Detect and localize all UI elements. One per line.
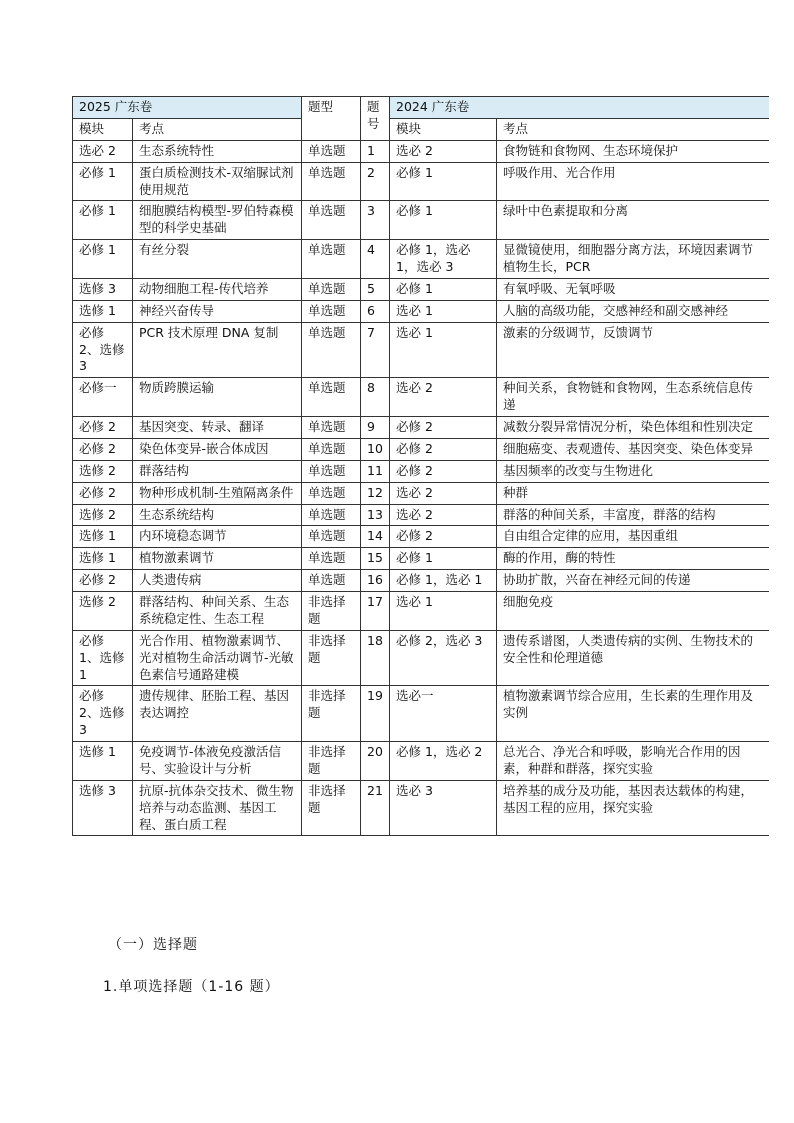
point-2025-cell: 生态系统结构	[133, 504, 302, 526]
point-2024-cell: 种间关系，食物链和食物网，生态系统信息传递	[497, 378, 769, 417]
point-2024-cell: 呼吸作用、光合作用	[497, 162, 769, 201]
question-number-cell: 5	[361, 278, 390, 300]
question-number-cell: 3	[361, 201, 390, 240]
module-2024-cell: 选必 1	[390, 322, 497, 378]
module-2025-cell: 必修 2	[73, 417, 133, 439]
point-2025-cell: 群落结构	[133, 460, 302, 482]
point-2025-cell: 遗传规律、胚胎工程、基因表达调控	[133, 686, 302, 742]
table-row	[73, 278, 769, 300]
module-2025-cell: 必修一	[73, 378, 133, 417]
question-type-cell: 单选题	[302, 460, 361, 482]
question-type-cell: 单选题	[302, 438, 361, 460]
header-2025: 2025 广东卷	[73, 97, 302, 119]
table-row	[73, 742, 769, 781]
point-2025-cell: 生态系统特性	[133, 140, 302, 162]
module-2025-cell: 选修 2	[73, 504, 133, 526]
question-number-cell: 15	[361, 548, 390, 570]
point-2024-cell: 食物链和食物网、生态环境保护	[497, 140, 769, 162]
point-2024-cell: 显微镜使用，细胞器分离方法，环境因素调节植物生长，PCR	[497, 240, 769, 279]
table-row	[73, 592, 769, 631]
question-type-cell: 单选题	[302, 548, 361, 570]
point-2024-cell: 绿叶中色素提取和分离	[497, 201, 769, 240]
question-type-cell: 单选题	[302, 240, 361, 279]
question-number-cell: 11	[361, 460, 390, 482]
point-2024-cell: 培养基的成分及功能，基因表达载体的构建，基因工程的应用，探究实验	[497, 780, 769, 836]
point-2024-cell: 人脑的高级功能，交感神经和副交感神经	[497, 300, 769, 322]
table-row	[73, 630, 769, 686]
module-2025-cell: 必修 2、选修 3	[73, 322, 133, 378]
module-2024-cell: 必修 1	[390, 278, 497, 300]
point-2025-cell: 神经兴奋传导	[133, 300, 302, 322]
col-module-2025: 模块	[73, 118, 133, 140]
module-2025-cell: 选修 1	[73, 526, 133, 548]
point-2024-cell: 总光合、净光合和呼吸，影响光合作用的因素，种群和群落，探究实验	[497, 742, 769, 781]
point-2024-cell: 细胞免疫	[497, 592, 769, 631]
module-2025-cell: 必修 2	[73, 482, 133, 504]
point-2025-cell: 动物细胞工程-传代培养	[133, 278, 302, 300]
question-number-cell: 14	[361, 526, 390, 548]
module-2024-cell: 选必 1	[390, 300, 497, 322]
header-2024: 2024 广东卷	[390, 97, 769, 119]
point-2024-cell: 基因频率的改变与生物进化	[497, 460, 769, 482]
module-2024-cell: 必修 1	[390, 201, 497, 240]
table-row	[73, 140, 769, 162]
question-type-cell: 单选题	[302, 300, 361, 322]
point-2025-cell: 细胞膜结构模型-罗伯特森模型的科学史基础	[133, 201, 302, 240]
point-2025-cell: 光合作用、植物激素调节、光对植物生命活动调节-光敏色素信号通路建模	[133, 630, 302, 686]
question-type-cell: 单选题	[302, 504, 361, 526]
col-point-2024: 考点	[497, 118, 769, 140]
module-2024-cell: 必修 1，选必 2	[390, 742, 497, 781]
point-2024-cell: 减数分裂异常情况分析，染色体组和性别决定	[497, 417, 769, 439]
point-2025-cell: 物质跨膜运输	[133, 378, 302, 417]
module-2025-cell: 选修 2	[73, 460, 133, 482]
point-2024-cell: 遗传系谱图，人类遗传病的实例、生物技术的安全性和伦理道德	[497, 630, 769, 686]
question-type-cell: 非选择题	[302, 686, 361, 742]
table-row	[73, 201, 769, 240]
module-2024-cell: 选必一	[390, 686, 497, 742]
module-2025-cell: 选修 3	[73, 278, 133, 300]
table-row	[73, 686, 769, 742]
module-2024-cell: 必修 2	[390, 526, 497, 548]
question-type-cell: 非选择题	[302, 630, 361, 686]
question-number-cell: 1	[361, 140, 390, 162]
point-2025-cell: 物种形成机制-生殖隔离条件	[133, 482, 302, 504]
module-2025-cell: 选修 2	[73, 592, 133, 631]
table-row	[73, 438, 769, 460]
point-2025-cell: 抗原-抗体杂交技术、微生物培养与动态监测、基因工程、蛋白质工程	[133, 780, 302, 836]
point-2024-cell: 植物激素调节综合应用，生长素的生理作用及实例	[497, 686, 769, 742]
point-2024-cell: 细胞癌变、表观遗传、基因突变、染色体变异	[497, 438, 769, 460]
question-number-cell: 10	[361, 438, 390, 460]
module-2024-cell: 必修 2	[390, 460, 497, 482]
point-2025-cell: 植物激素调节	[133, 548, 302, 570]
module-2024-cell: 必修 2	[390, 417, 497, 439]
question-number-cell: 21	[361, 780, 390, 836]
module-2024-cell: 选必 2	[390, 482, 497, 504]
module-2024-cell: 必修 1，选必 1，选必 3	[390, 240, 497, 279]
module-2024-cell: 选必 2	[390, 378, 497, 417]
point-2024-cell: 激素的分级调节，反馈调节	[497, 322, 769, 378]
question-number-cell: 13	[361, 504, 390, 526]
module-2025-cell: 必修 2、选修 3	[73, 686, 133, 742]
point-2025-cell: 人类遗传病	[133, 570, 302, 592]
question-type-cell: 非选择题	[302, 780, 361, 836]
module-2024-cell: 必修 1	[390, 162, 497, 201]
module-2025-cell: 必修 1	[73, 201, 133, 240]
module-2024-cell: 必修 2	[390, 438, 497, 460]
table-row	[73, 482, 769, 504]
header-row	[73, 97, 769, 119]
question-type-cell: 单选题	[302, 201, 361, 240]
module-2025-cell: 必修 2	[73, 438, 133, 460]
module-2025-cell: 选修 1	[73, 548, 133, 570]
module-2024-cell: 必修 2，选必 3	[390, 630, 497, 686]
col-point-2025: 考点	[133, 118, 302, 140]
table-row	[73, 417, 769, 439]
point-2024-cell: 种群	[497, 482, 769, 504]
point-2024-cell: 自由组合定律的应用，基因重组	[497, 526, 769, 548]
table-row	[73, 780, 769, 836]
point-2024-cell: 酶的作用，酶的特性	[497, 548, 769, 570]
point-2024-cell: 协助扩散，兴奋在神经元间的传递	[497, 570, 769, 592]
point-2025-cell: 染色体变异-嵌合体成因	[133, 438, 302, 460]
point-2024-cell: 有氧呼吸、无氧呼吸	[497, 278, 769, 300]
question-number-cell: 9	[361, 417, 390, 439]
module-2024-cell: 必修 1	[390, 548, 497, 570]
module-2025-cell: 必修 2	[73, 570, 133, 592]
question-number-cell: 19	[361, 686, 390, 742]
question-type-cell: 单选题	[302, 417, 361, 439]
table-row	[73, 504, 769, 526]
point-2025-cell: 内环境稳态调节	[133, 526, 302, 548]
module-2024-cell: 必修 1，选必 1	[390, 570, 497, 592]
table-row	[73, 570, 769, 592]
question-type-cell: 单选题	[302, 526, 361, 548]
question-number-cell: 18	[361, 630, 390, 686]
question-number-cell: 17	[361, 592, 390, 631]
question-type-cell: 单选题	[302, 322, 361, 378]
question-number-cell: 16	[361, 570, 390, 592]
question-number-cell: 20	[361, 742, 390, 781]
question-number-cell: 4	[361, 240, 390, 279]
table-row	[73, 526, 769, 548]
question-type-cell: 单选题	[302, 378, 361, 417]
question-type-cell: 单选题	[302, 278, 361, 300]
header-type: 题型	[302, 97, 361, 141]
module-2024-cell: 选必 1	[390, 592, 497, 631]
module-2025-cell: 选必 2	[73, 140, 133, 162]
question-number-cell: 12	[361, 482, 390, 504]
module-2025-cell: 选修 1	[73, 742, 133, 781]
header-num: 题号	[361, 97, 390, 141]
table-row	[73, 322, 769, 378]
question-type-cell: 单选题	[302, 482, 361, 504]
table-row	[73, 240, 769, 279]
exam-comparison-table	[72, 96, 769, 836]
table-row	[73, 378, 769, 417]
subheader-row	[73, 118, 769, 140]
module-2025-cell: 必修 1	[73, 162, 133, 201]
point-2025-cell: 基因突变、转录、翻译	[133, 417, 302, 439]
table-row	[73, 162, 769, 201]
point-2025-cell: 有丝分裂	[133, 240, 302, 279]
module-2025-cell: 必修 1	[73, 240, 133, 279]
module-2024-cell: 选必 3	[390, 780, 497, 836]
question-type-cell: 单选题	[302, 570, 361, 592]
sub-title: 1.单项选择题（1-16 题）	[103, 979, 280, 995]
col-module-2024: 模块	[390, 118, 497, 140]
table-row	[73, 548, 769, 570]
module-2024-cell: 选必 2	[390, 140, 497, 162]
point-2025-cell: 蛋白质检测技术-双缩脲试剂使用规范	[133, 162, 302, 201]
question-number-cell: 6	[361, 300, 390, 322]
question-type-cell: 单选题	[302, 162, 361, 201]
question-type-cell: 非选择题	[302, 742, 361, 781]
question-number-cell: 7	[361, 322, 390, 378]
point-2024-cell: 群落的种间关系，丰富度，群落的结构	[497, 504, 769, 526]
table-row	[73, 300, 769, 322]
module-2025-cell: 必修 1、选修 1	[73, 630, 133, 686]
module-2025-cell: 选修 1	[73, 300, 133, 322]
question-type-cell: 非选择题	[302, 592, 361, 631]
point-2025-cell: 免疫调节-体液免疫激活信号、实验设计与分析	[133, 742, 302, 781]
module-2024-cell: 选必 2	[390, 504, 497, 526]
question-type-cell: 单选题	[302, 140, 361, 162]
module-2025-cell: 选修 3	[73, 780, 133, 836]
point-2025-cell: PCR 技术原理 DNA 复制	[133, 322, 302, 378]
point-2025-cell: 群落结构、种间关系、生态系统稳定性、生态工程	[133, 592, 302, 631]
question-number-cell: 2	[361, 162, 390, 201]
section-title: （一）选择题	[108, 937, 198, 953]
question-number-cell: 8	[361, 378, 390, 417]
table-row	[73, 460, 769, 482]
